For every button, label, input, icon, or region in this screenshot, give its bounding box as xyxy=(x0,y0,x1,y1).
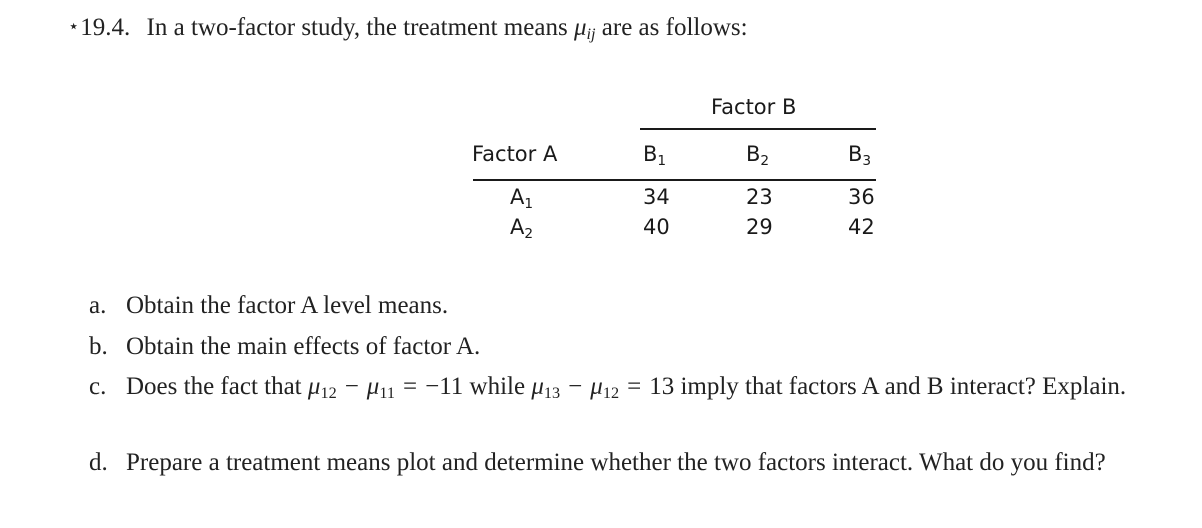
question-c-body xyxy=(126,370,1139,410)
row-a2-sub: 2 xyxy=(524,226,534,242)
star-marker: ⋆ xyxy=(68,16,80,36)
col-b2-sub: 2 xyxy=(760,153,770,169)
cell-a1-b1: 34 xyxy=(643,185,670,209)
question-c xyxy=(89,370,1139,410)
cell-a2-b1: 40 xyxy=(643,215,670,239)
question-d-label: d. xyxy=(89,449,108,476)
header-rule xyxy=(473,179,876,181)
question-c-pre: Does the fact that xyxy=(126,373,302,400)
column-header-b2 xyxy=(746,142,769,169)
mu-subscript: 13 xyxy=(543,384,561,402)
question-c-value2: 13 xyxy=(649,373,675,400)
question-b-label: b. xyxy=(89,333,108,360)
problem-number: 19.4. xyxy=(80,14,131,41)
col-b1-sub: 1 xyxy=(657,153,667,169)
minus-sign: − xyxy=(568,373,583,400)
question-d-text: Prepare a treatment means plot and determine whether the two factors interact. What do you find? xyxy=(126,449,1106,476)
col-b3-sub: 3 xyxy=(862,153,872,169)
question-c-label: c. xyxy=(89,373,107,400)
col-b2-base: B xyxy=(746,142,761,166)
col-b1-base: B xyxy=(643,142,658,166)
problem-text-after: are as follows: xyxy=(601,14,748,41)
factor-b-title-text: Factor B xyxy=(711,95,797,119)
factor-b-rule xyxy=(640,128,876,130)
question-a xyxy=(89,289,1129,323)
mu-subscript: 11 xyxy=(379,384,396,402)
cell-a1-b2: 23 xyxy=(746,185,773,209)
mu-subscript: ij xyxy=(586,25,596,43)
cell-a1-b3: 36 xyxy=(848,185,875,209)
question-a-text: Obtain the factor A level means. xyxy=(126,292,449,319)
factor-b-title xyxy=(711,95,796,119)
cell-a2-b3: 42 xyxy=(848,215,875,239)
question-c-post: imply that factors A and B interact? Explain. xyxy=(680,373,1127,400)
mu-symbol: μ xyxy=(366,373,380,400)
question-b xyxy=(89,330,1129,364)
col-b3-base: B xyxy=(848,142,863,166)
row-a2-base: A xyxy=(510,215,525,239)
question-b-text: Obtain the main effects of factor A. xyxy=(126,333,481,360)
factor-a-title-text: Factor A xyxy=(472,142,558,166)
cell-a2-b2: 29 xyxy=(746,215,773,239)
problem-text-before: In a two-factor study, the treatment means xyxy=(146,14,568,41)
mu-symbol: μ xyxy=(531,373,544,400)
row-header-a1 xyxy=(510,185,533,212)
row-header-a2 xyxy=(510,215,533,242)
equals-sign: = xyxy=(403,373,418,400)
question-a-label: a. xyxy=(89,292,107,319)
row-a1-base: A xyxy=(510,185,525,209)
question-c-value1: −11 xyxy=(425,373,464,400)
minus-sign: − xyxy=(344,373,359,400)
mu-subscript: 12 xyxy=(320,384,337,402)
column-header-b3 xyxy=(848,142,871,169)
equals-sign: = xyxy=(627,373,642,400)
mu-symbol: μ xyxy=(590,373,603,400)
column-header-b1 xyxy=(643,142,666,169)
question-d xyxy=(89,446,1139,480)
mu-symbol: μ xyxy=(307,373,321,400)
factor-a-title xyxy=(472,142,557,166)
question-c-mid: while xyxy=(469,373,526,400)
problem-header xyxy=(68,14,748,44)
row-a1-sub: 1 xyxy=(524,196,534,212)
mu-symbol: μ xyxy=(573,14,587,41)
mu-subscript: 12 xyxy=(602,384,620,402)
